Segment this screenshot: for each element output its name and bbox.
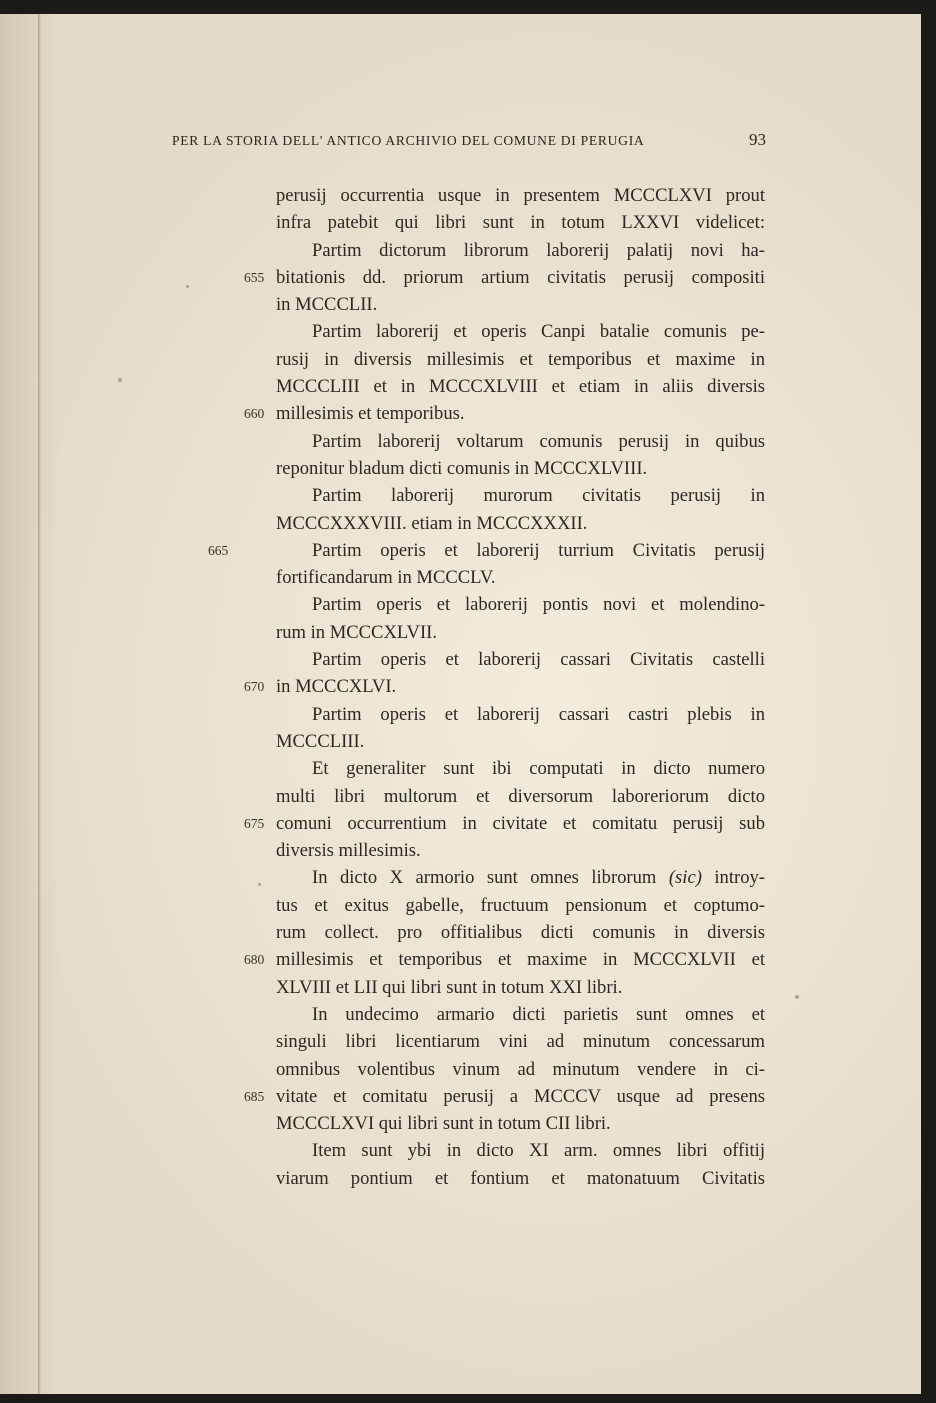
- sic-annotation: (sic): [668, 867, 702, 889]
- line-text: Partim operis et laborerij cassari castri plebis in: [312, 703, 765, 725]
- paper-speck: [795, 995, 799, 999]
- text-line: [276, 1001, 765, 1028]
- line-text: reponitur bladum dicti comunis in MCCCXLVIII.: [276, 457, 648, 479]
- text-line: [276, 1165, 765, 1192]
- line-text: diversis millesimis.: [276, 840, 421, 862]
- line-text: perusij occurrentia usque in presentem MCCCLXVI prout: [276, 185, 765, 206]
- text-line: [244, 946, 765, 973]
- text-line: [276, 291, 765, 318]
- text-line: [276, 728, 765, 755]
- text-line: [276, 619, 765, 646]
- line-text: MCCCLIII et in MCCCXLVIII et etiam in aliis diversis: [276, 376, 765, 398]
- line-text: Partim laborerij et operis Canpi batalie comunis pe-: [312, 321, 765, 343]
- line-text: in MCCCLII.: [276, 294, 378, 316]
- text-line: [276, 510, 765, 537]
- text-line: [276, 1028, 765, 1055]
- text-line: [276, 864, 765, 891]
- text-line: [244, 673, 765, 700]
- text-line: [276, 346, 765, 373]
- line-text: viarum pontium et fontium et matonatuum Civitatis: [276, 1167, 765, 1189]
- text-line: [276, 837, 765, 864]
- text-line: [276, 482, 765, 509]
- line-text: MCCCLIII.: [276, 730, 365, 752]
- text-line: [276, 1056, 765, 1083]
- text-line: [244, 1083, 765, 1110]
- text-line: [276, 564, 765, 591]
- text-line: [276, 892, 765, 919]
- line-text: rum collect. pro offitialibus dicti comunis in diversis: [276, 922, 765, 944]
- text-line: [208, 537, 765, 564]
- line-text: MCCCXXXVIII. etiam in MCCCXXXII.: [276, 512, 588, 534]
- line-text: singuli libri licentiarum vini ad minutum concessarum: [276, 1031, 765, 1053]
- line-number: 685: [244, 1088, 265, 1104]
- text-line: [276, 755, 765, 782]
- body-text: [208, 182, 765, 1192]
- book-page: [0, 14, 921, 1394]
- line-number: 670: [244, 679, 265, 695]
- text-line: [276, 373, 765, 400]
- line-number: 660: [244, 406, 265, 422]
- text-line: [276, 1137, 765, 1164]
- line-text: Partim operis et laborerij pontis novi et molendino-: [312, 594, 765, 616]
- text-line: [276, 919, 765, 946]
- line-text: In undecimo armario dicti parietis sunt omnes et: [312, 1003, 765, 1025]
- line-text: Partim laborerij murorum civitatis perusij in: [312, 485, 765, 507]
- text-line: [276, 182, 765, 209]
- text-line: [276, 455, 765, 482]
- paper-speck: [118, 378, 122, 382]
- line-text: Partim operis et laborerij cassari Civitatis castelli: [312, 649, 765, 671]
- text-line: [276, 209, 765, 236]
- text-line: [276, 591, 765, 618]
- line-text: Et generaliter sunt ibi computati in dicto numero: [312, 758, 765, 780]
- text-line: [276, 237, 765, 264]
- line-text: omnibus volentibus vinum ad minutum vendere in ci-: [276, 1058, 765, 1080]
- line-text: in MCCCXLVI.: [276, 676, 397, 698]
- line-text: bitationis dd. priorum artium civitatis perusij compositi: [276, 266, 765, 288]
- text-line: [276, 701, 765, 728]
- line-text: vitate et comitatu perusij a MCCCV usque ad presens: [276, 1085, 765, 1107]
- line-number: 665: [208, 542, 229, 558]
- page-header: [172, 130, 766, 154]
- line-text: millesimis et temporibus.: [276, 403, 465, 425]
- line-text: rum in MCCCXLVII.: [276, 621, 437, 643]
- line-number: 675: [244, 815, 265, 831]
- text-line: [276, 783, 765, 810]
- line-number: 680: [244, 952, 265, 968]
- running-title: PER LA STORIA DELL' ANTICO ARCHIVIO DEL COMUNE DI PERUGIA: [172, 133, 645, 148]
- text-line: [244, 264, 765, 291]
- line-text-part: In dicto X armorio sunt omnes librorum: [312, 867, 669, 889]
- paper-speck: [258, 883, 261, 886]
- line-text-part: introy-: [701, 867, 765, 889]
- text-line: [276, 318, 765, 345]
- paper-speck: [186, 285, 189, 288]
- text-line: [276, 428, 765, 455]
- text-line: [276, 646, 765, 673]
- line-text: infra patebit qui libri sunt in totum LXXVI videlicet:: [276, 212, 765, 234]
- text-line: [276, 974, 765, 1001]
- text-line: [244, 810, 765, 837]
- line-text: fortificandarum in MCCCLV.: [276, 567, 496, 589]
- page-number: 93: [749, 130, 766, 149]
- line-text: multi libri multorum et diversorum laboreriorum dicto: [276, 785, 765, 807]
- line-text: Partim dictorum librorum laborerij palatij novi ha-: [312, 239, 765, 261]
- line-text: MCCCLXVI qui libri sunt in totum CII libri.: [276, 1113, 611, 1135]
- line-text: XLVIII et LII qui libri sunt in totum XXI libri.: [276, 976, 623, 998]
- text-line: [276, 1110, 765, 1137]
- line-number: 655: [244, 269, 265, 285]
- line-text: Partim operis et laborerij turrium Civitatis perusij: [312, 539, 765, 561]
- text-line: [244, 400, 765, 427]
- line-text: tus et exitus gabelle, fructuum pensionum et coptumo-: [276, 894, 765, 916]
- page-fold-shadow: [38, 14, 41, 1394]
- line-text: Item sunt ybi in dicto XI arm. omnes libri offitij: [312, 1140, 765, 1162]
- line-text: rusij in diversis millesimis et temporibus et maxime in: [276, 348, 765, 370]
- line-text: comuni occurrentium in civitate et comitatu perusij sub: [276, 812, 765, 834]
- line-text: millesimis et temporibus et maxime in MCCCXLVII et: [276, 949, 765, 971]
- line-text: Partim laborerij voltarum comunis perusij in quibus: [312, 430, 765, 452]
